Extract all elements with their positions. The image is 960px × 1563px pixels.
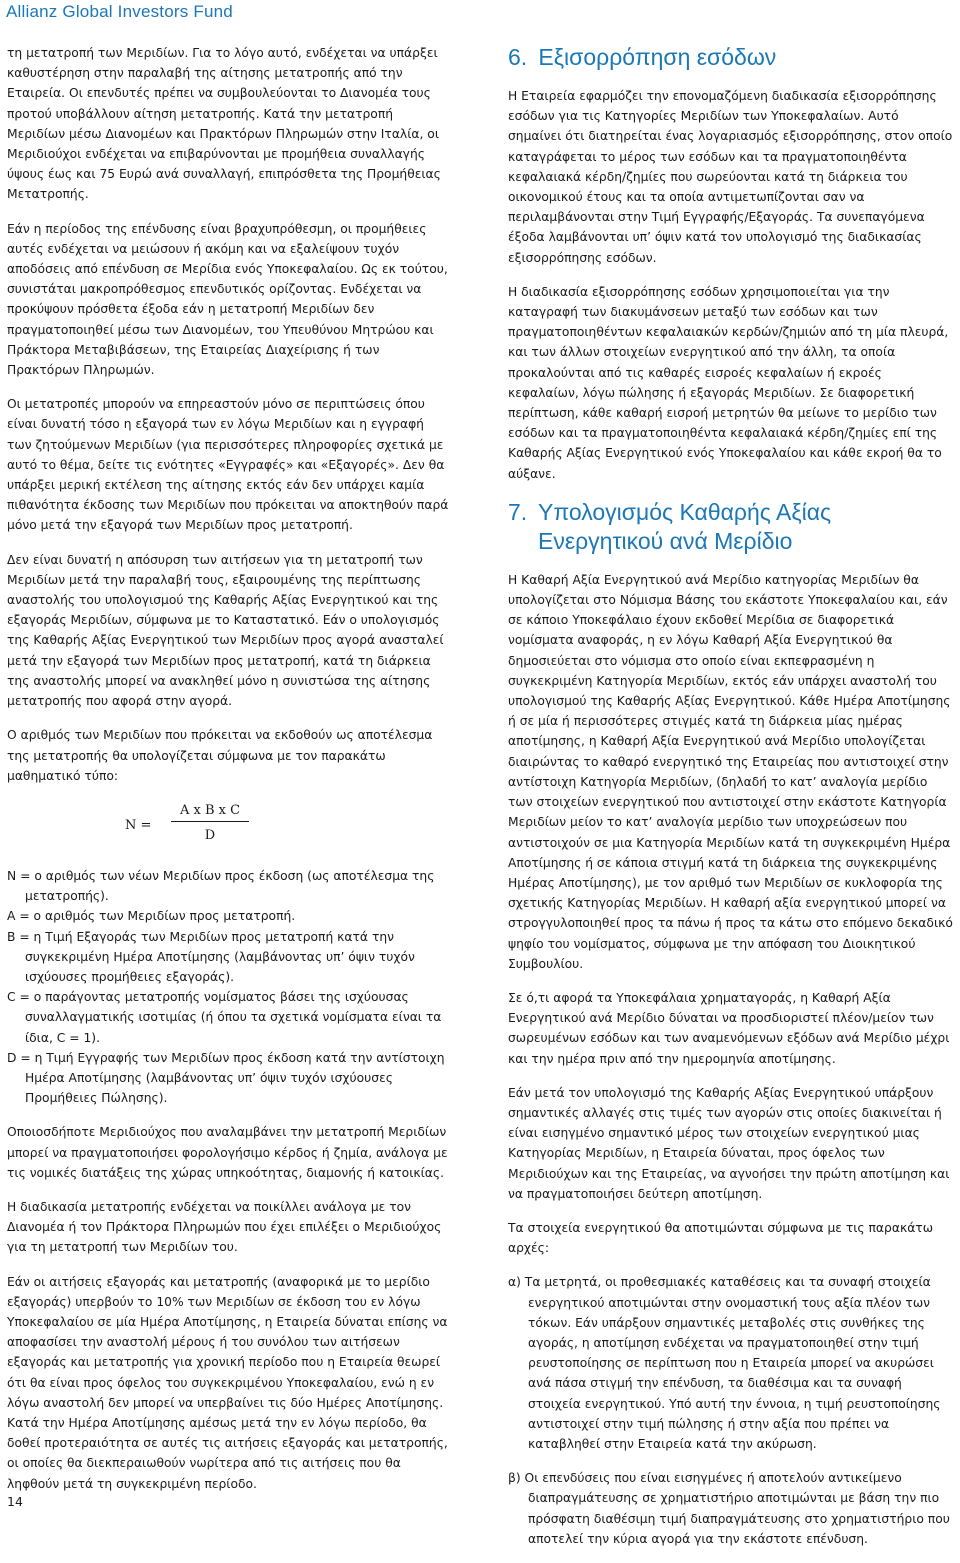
section-title-line1: Υπολογισμός Καθαρής Αξίας: [537, 498, 832, 525]
brand-title: Allianz Global Investors Fund: [6, 2, 233, 21]
section-heading-7: [508, 498, 953, 556]
section-number: 7.: [508, 498, 528, 525]
page-header: [0, 0, 960, 44]
paragraph: Εάν μετά τον υπολογισμό της Καθαρής Αξίας Ενεργητικού υπάρξουν σημαντικές αλλαγές στις τιμές των αγορών στις οποίες διακινείται ή είναι εισηγμένο σημαντικό μέρος των στοιχείων ενεργητικού μιας Κατηγορίας Μεριδίων, η Εταιρεία δύναται, προς όφελος των Μεριδιούχων και της Εταιρείας, να αγνοήσει την πρώτη αποτίμηση και να πραγματοποιήσει δεύτερη αποτίμηση.: [508, 1085, 950, 1201]
paragraph: Η Εταιρεία εφαρμόζει την επονομαζόμενη διαδικασία εξισορρόπησης εσόδων για τις Κατηγορίες Μεριδίων των Υποκεφαλαίων. Αυτό σημαίνει ότι διατηρείται ένας λογαριασμός εξισορρόπησης, στον οποίο καταγράφεται το μέρος των εσόδων και τα πραγματοποιηθέντα κεφαλαιακά κέρδη/ζημίες που σωρεύονται κατά τη διάρκεια του οικονομικού έτους και τα οποία αντιμετωπίζονται σαν να περιλαμβάνονται στην Τιμή Εγγραφής/Εξαγοράς. Τα συνεπαγόμενα έξοδα λαμβάνονται υπ’ όψιν κατά τον υπολογισμό της διαδικασίας εξισορρόπησης εσόδων.: [508, 89, 953, 265]
definition-item: A = ο αριθμός των Μεριδίων προς μετατροπή.: [7, 909, 296, 924]
paragraph: Δεν είναι δυνατή η απόσυρση των αιτήσεων για τη μετατροπή των Μεριδίων μετά την παραλαβή τους, εξαιρουμένης της περίπτωσης αναστολής του υπολογισμού της Καθαρής Αξίας Ενεργητικού και της εξαγοράς Μεριδίων, σύμφωνα με το Καταστατικό. Εάν ο υπολογισμός της Καθαρής Αξίας Ενεργητικού των Μεριδίων προς αγορά ανασταλεί μετά την εξαγορά των Μεριδίων προς μετατροπή, κατά τη διάρκεια της αναστολής μπορεί να ανακληθεί μόνο η συνιστώσα της αίτησης μετατροπής που αφορά στην αγορά.: [7, 552, 444, 709]
formula-lhs: N =: [125, 817, 152, 833]
section-title: Εξισορρόπηση εσόδων: [538, 44, 777, 70]
paragraph: Οι μετατροπές μπορούν να επηρεαστούν μόνο σε περιπτώσεις όπου είναι δυνατή τόσο η εξαγορά των εν λόγω Μεριδίων και η εγγραφή των ζητούμενων Μεριδίων (για περισσότερες πληροφορίες σχετικά με αυτό το θέμα, δείτε τις ενότητες «Εγγραφές» και «Εξαγορές». Δεν θα υπάρξει μερική εκτέλεση της αίτησης εκτός εάν δεν υπάρχει καμία πιθανότητα έκδοσης των Μεριδίων που πρόκειται να αποκτηθούν παρά μόνο μετά την εξαγορά των Μεριδίων προς μετατροπή.: [7, 397, 449, 533]
formula-numerator: A x B x C: [179, 802, 241, 818]
definition-item: N = ο αριθμός των νέων Μεριδίων προς έκδοση (ως αποτέλεσμα της μετατροπής).: [7, 868, 435, 904]
section-number: 6.: [508, 44, 528, 70]
paragraph: Εάν η περίοδος της επένδυσης είναι βραχυπρόθεσμη, οι προμήθειες αυτές ενδέχεται να μειώσουν ή ακόμη και να εξαλείψουν τυχόν αποδόσεις από επένδυση σε Μερίδια ενός Υποκεφαλαίου. Ως εκ τούτου, συνιστάται μακροπρόθεσμος επενδυτικός ορίζοντας. Ενδέχεται να προκύψουν πρόσθετα έξοδα εάν η μετατροπή Μεριδίων δεν πραγματοποιηθεί μέσω των Διανομέων, του Υπευθύνου Μητρώου και Πράκτορα Μεταβιβάσεων, της Εταιρείας Διαχείρισης ή των Πρακτόρων Πληρωμών.: [7, 221, 448, 378]
paragraph: Η διαδικασία εξισορρόπησης εσόδων χρησιμοποιείται για την καταγραφή των διακυμάνσεων μεταξύ των εσόδων και των πραγματοποιηθέντων κεφαλαιακών κερδών/ζημιών από τη μία πλευρά, και των άλλων στοιχείων ενεργητικού από την άλλη, τα οποία προκαλούνται από τις καθαρές εισροές κεφαλαίων ή εκροές κεφαλαίων, λόγω πώλησης ή εξαγοράς Μεριδίων. Σε διαφορετική περίπτωση, κάθε καθαρή εισροή μετρητών θα μείωνε το μερίδιο των εσόδων και τα πραγματοποιηθέντα κεφαλαιακά κέρδη/ζημίες επί της Καθαρής Αξίας Ενεργητικού ενός Υποκεφαλαίου και κάθε εκροή θα το αύξανε.: [508, 284, 949, 481]
conversion-formula: [7, 800, 452, 852]
paragraph: Σε ό,τι αφορά τα Υποκεφάλαια χρηματαγοράς, η Καθαρή Αξία Ενεργητικού ανά Μερίδιο δύναται να προσδιοριστεί πλέον/μείον των σωρευμένων εσόδων και των αναμενόμενων εξόδων ανά Μερίδιο μέχρι και την ημέρα πριν από την ημερομηνία αποτίμησης.: [508, 990, 950, 1066]
paragraph: Ο αριθμός των Μεριδίων που πρόκειται να εκδοθούν ως αποτέλεσμα της μετατροπής θα υπολογίζεται σύμφωνα με τον παρακάτω μαθηματικό τύπο:: [7, 728, 433, 783]
formula-denominator: D: [204, 827, 216, 843]
list-item: α) Τα μετρητά, οι προθεσμιακές καταθέσεις και τα συναφή στοιχεία ενεργητικού αποτιμώνται στην ονομαστική τους αξία πλέον των τόκων. Εάν υπάρξουν σημαντικές μεταβολές στις συνθήκες της αγοράς, η αποτίμηση ενδέχεται να πραγματοποιηθεί στην τιμή ρευστοποίησης σε περίπτωση που η Εταιρεία μπορεί να ακυρώσει ανά πάσα στιγμή την επένδυση, τα διαθέσιμα και τα συναφή στοιχεία ενεργητικού. Υπό αυτή την έννοια, η τιμή ρευστοποίησης αντιστοιχεί στην τιμή πώλησης ή στην αξία που πρέπει να καταβληθεί στην Εταιρεία κατά την ακύρωση.: [508, 1275, 941, 1451]
formula-definitions: [7, 866, 452, 1108]
definition-item: D = η Τιμή Εγγραφής των Μεριδίων προς έκδοση κατά την αντίστοιχη Ημέρα Αποτίμησης (λαμβάνοντας υπ’ όψιν τυχόν ισχύουσες Προμήθειες Πώλησης).: [7, 1050, 445, 1106]
paragraph: Εάν οι αιτήσεις εξαγοράς και μετατροπής (αναφορικά με το μερίδιο εξαγοράς) υπερβούν το 10% των Μεριδίων σε έκδοση του εν λόγω Υποκεφαλαίου σε μία Ημέρα Αποτίμησης, η Εταιρεία δύναται επίσης να αποφασίσει την αναστολή μέρους ή του συνόλου των αιτήσεων εξαγοράς και μετατροπής για χρονική περίοδο που η Εταιρεία θεωρεί ότι θα είναι προς όφελος του συγκεκριμένου Υποκεφαλαίου, ενώ η εν λόγω αναστολή δεν μπορεί να υπερβαίνει τις δύο Ημέρες Αποτίμησης. Κατά την Ημέρα Αποτίμησης αμέσως μετά την εν λόγω περίοδο, θα δοθεί προτεραιότητα σε αυτές τις αιτήσεις εξαγοράς και μετατροπής, οι οποίες θα διεκπεραιωθούν νωρίτερα από τις αιτήσεις που θα ληφθούν μετά τη συγκεκριμένη περίοδο.: [7, 1274, 448, 1491]
paragraph: τη μετατροπή των Μεριδίων. Για το λόγο αυτό, ενδέχεται να υπάρξει καθυστέρηση στην παραλαβή της αίτησης μετατροπής από την Εταιρεία. Οι επενδυτές πρέπει να συμβουλεύονται το Διανομέα τους προτού υποβάλλουν αίτηση μετατροπής. Κατά την μετατροπή Μεριδίων μέσω Διανομέων και Πρακτόρων Πληρωμών στην Ιταλία, οι Μεριδιούχοι ενδέχεται να επιβαρύνονται με προμήθεια συναλλαγής ύψους έως και 75 Ευρώ ανά συναλλαγή, επιπρόσθετα της Προμήθειας Μετατροπής.: [7, 46, 441, 202]
formula-fraction-bar: [171, 821, 249, 822]
paragraph: Οποιοσδήποτε Μεριδιούχος που αναλαμβάνει την μετατροπή Μεριδίων μπορεί να πραγματοποιήσει φορολογήσιμο κέρδος ή ζημία, ανάλογα με τις νομικές διατάξεις της χώρας υπηκοότητας, διαμονής ή κατοικίας.: [7, 1125, 448, 1180]
definition-item: C = ο παράγοντας μετατροπής νομίσματος βάσει της ισχύουσας συναλλαγματικής ισοτιμίας (ή όπου τα σχετικά νομίσματα είναι τα ίδια, C = 1).: [7, 990, 442, 1045]
paragraph: Τα στοιχεία ενεργητικού θα αποτιμώνται σύμφωνα με τις παρακάτω αρχές:: [508, 1220, 934, 1256]
paragraph: Η Καθαρή Αξία Ενεργητικού ανά Μερίδιο κατηγορίας Μεριδίων θα υπολογίζεται στο Νόμισμα Βάσης του εκάστοτε Υποκεφαλαίου και, εάν σε κάποιο Υποκεφάλαιο έχουν εκδοθεί Μερίδια σε διαφορετικά νομίσματα αναφοράς, η εν λόγω Καθαρή Αξία Ενεργητικού θα δημοσιεύεται στο νόμισμα στο οποίο είναι εκπεφρασμένη η συγκεκριμένη Κατηγορία Μεριδίων, εκτός εάν υπάρχει αναστολή του υπολογισμού της Καθαρής Αξίας Ενεργητικού. Κάθε Ημέρα Αποτίμησης ή σε μία ή περισσότερες στιγμές κατά τη διάρκεια μίας ημέρας αποτίμησης, η Καθαρή Αξία Ενεργητικού ανά Μερίδιο υπολογίζεται διαιρώντας το καθαρό ενεργητικό της Εταιρείας που αντιστοιχεί στην αντίστοιχη Κατηγορία Μεριδίων, (δηλαδή το κατ’ αναλογία μερίδιο των στοιχείων ενεργητικού που αντιστοιχεί στην εκάστοτε Κατηγορία Μεριδίων μείον το κατ’ αναλογία μερίδιο των υποχρεώσεων που αντιστοιχούν σε μια Κατηγορία Μεριδίων κατά τη συγκεκριμένη Ημέρα Αποτίμησης ή σε κάποια στιγμή κατά τη διάρκεια της συγκεκριμένης Ημέρας Αποτίμησης), με τον αριθμό των Μεριδίων σε κυκλοφορία της σχετικής Κατηγορίας Μεριδίων. Η καθαρή αξία ενεργητικού μπορεί να στρογγυλοποιηθεί προς τα πάνω ή προς τα κάτω στο επόμενο δεκαδικό ψηφίο του νομίσματος, σύμφωνα με την απόφαση του Διοικητικού Συμβουλίου.: [508, 572, 953, 971]
right-column: [508, 43, 953, 1563]
list-item: β) Οι επενδύσεις που είναι εισηγμένες ή αποτελούν αντικείμενο διαπραγμάτευσης σε χρηματιστήριο αποτιμώνται με βάση την πιο πρόσφατη διαθέσιμη τιμή διαπραγμάτευσης στο χρηματιστήριο που αποτελεί την κύρια αγορά για την εκάστοτε επένδυση.: [508, 1471, 950, 1546]
paragraph: Η διαδικασία μετατροπής ενδέχεται να ποικίλλει ανάλογα με τον Διανομέα ή τον Πράκτορα Πληρωμών που έχει επιλέξει ο Μεριδιούχος για τη μετατροπή των Μεριδίων του.: [7, 1199, 442, 1255]
left-column: [7, 43, 452, 1508]
definition-item: B = η Τιμή Εξαγοράς των Μεριδίων προς μετατροπή κατά την συγκεκριμένη Ημέρα Αποτίμησης (λαμβάνοντας υπ’ όψιν τυχόν ισχύουσες προμήθειες εξαγοράς).: [7, 929, 415, 984]
section-title-line2: Ενεργητικού ανά Μερίδιο: [538, 527, 793, 554]
section-heading-6: [508, 43, 953, 72]
page-number: 14: [7, 1494, 23, 1509]
